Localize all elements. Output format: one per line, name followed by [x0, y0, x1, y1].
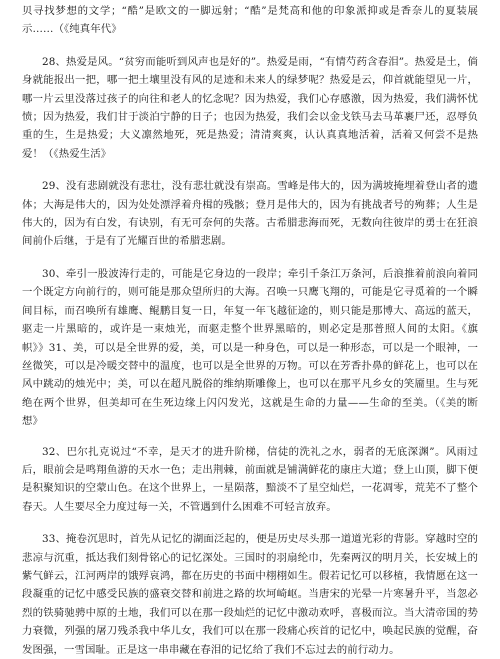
paragraph-29: 29、没有悲剧就没有悲壮，没有悲壮就没有崇高。雪峰是伟大的，因为满坡掩埋着登山者的遗体；大海是伟大的，因为处处漂浮着舟楫的残骸；登月是伟大的，因为有挑战者号的殉葬；人生是伟大的，因为有白发，有诀别，有无可奈何的失落。古希腊悲海而死，无数向往彼岸的勇士在狂浪间前仆后继，于是有了光耀百世的希腊悲剧。	[22, 180, 478, 248]
paragraph-intro-tail: 贝寻找梦想的文学；“酷”是欧文的一脚远射；“酷”是梵高和他的印象派抑或是香奈儿的夏装展示……（《纯真年代》	[22, 5, 478, 36]
paragraph-28: 28、热爱是风。“贫穷而能听到风声也是好的”。热爱是雨，“有情芍药含春泪”。热爱是土，倘身就能报出一把，哪一把土壤里没有风的足迹和未来人的绿梦呢？热爱是云，仰首就能望见一片，哪一片云里没落过孩子的向往和老人的忆念呢？因为热爱，我们心存感激，因为热爱，我们满怀忧愤；因为热爱，我们甘于淡泊宁静的日子；也因为热爱，我们会以金戈铁马去马革裹尸还，忍辱负重的生，生是热爱；大义凛然地死，死是热爱；清清爽爽，认认真真地活着，活着又何尝不是热爱！（《热爱生活》	[22, 55, 478, 160]
paragraph-gap	[22, 431, 478, 443]
paragraph-gap	[22, 516, 478, 530]
paragraph-32: 32、巴尔扎克说过“不幸，是天才的进升阶梯，信徒的洗礼之水，弱者的无底深渊”。风雨过后，眼前会是鸣翔鱼游的天水一色；走出荆棘，前面就是铺满鲜花的康庄大道；登上山顶，脚下便是积聚知识的空蒙山色。在这个世界上，一星陨落，黯淡不了星空灿烂，一花凋零，荒芜不了整个春天。人生要尽全力度过每一关，不管遇到什么困难不可轻言放弃。	[22, 445, 478, 513]
paragraph-gap	[22, 39, 478, 53]
paragraph-33: 33、掩卷沉思时，首先从记忆的湖面泛起的，便是历史尽头那一道道光彩的背影。穿越时空的悲凉与沉重，抵达我们刻骨铭心的记忆深处。三国时的羽扇纶巾，先秦两汉的明月关，长安城上的紫气鲜云，江河两岸的饿殍哀鸿，都在历史的书面中栩栩如生。假若记忆可以移植，我情愿在这一段凝重的记忆中感受民族的盛衰交替和前进之路的坎坷崎岖。当唐宋的光晕一片寒暑升平，当忽必烈的铁骑驰骋中原的土地，我们可以在那一段灿烂的记忆中激动欢呼，喜极而泣。当大清帝国的势力衰微，列强的屠刀残杀我中华儿女，我们可以在那一段痛心疾首的记忆中，唤起民族的觉醒，奋发图强，一雪国耻。正是这一串串藏在春泪的记忆给了我们不忘过去的前行动力。	[22, 533, 478, 656]
paragraph-gap	[22, 251, 478, 265]
paragraph-gap	[22, 163, 478, 177]
paragraph-30: 30、牵引一股波涛行走的，可能是它身边的一段岸；牵引千条江万条河，后浪推着前浪向着同一个既定方向前行的，则可能是那众望所归的大海。召唤一只鹰飞翔的，可能是它寻觅着的一个瞬间目标，而召唤所有雄鹰、鲲鹏目复一日，年复一年飞越征途的，则只能是那博大、高远的蓝天，驱走一片黑暗的，或许是一束烛光，而驱走整个世界黑暗的，则必定是那普照人间的太阳。《旗帜》》31、美，可以是全世界的爱，美，可以是一种身色，可以是一种形态，可以是一个眼神，一丝微笑，可以是冷暖交替中的温度，也可以是全世界的万物。可以在芳香扑鼻的鲜花上，也可以在风中跳动的烛光中；美，可以在超凡脱俗的维纳斯雕像上，也可以在那平凡乡女的笑靥里。生与死绝在两个世界，但美却可在生死边缘上闪闪发光，这就是生命的力量——生命的至美。（《美的断想》	[22, 267, 478, 428]
